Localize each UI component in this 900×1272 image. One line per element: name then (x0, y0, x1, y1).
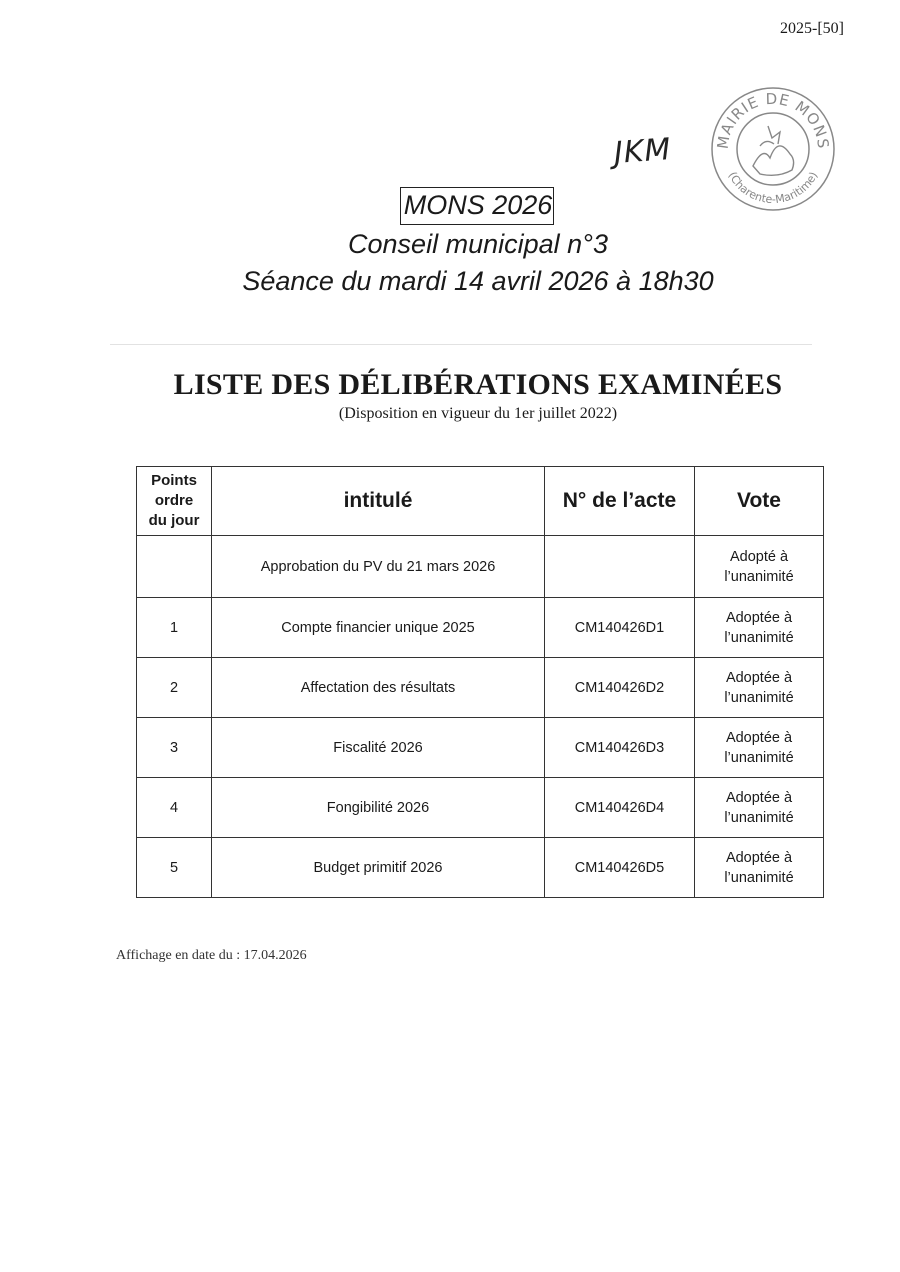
cell-intitule: Fongibilité 2026 (212, 778, 545, 838)
cell-vote (695, 598, 824, 658)
session-title: Séance du mardi 14 avril 2026 à 18h30 (242, 266, 714, 296)
table-row (137, 536, 824, 598)
cell-acte (545, 536, 695, 598)
cell-vote (695, 536, 824, 598)
vote-line: l’unanimité (724, 809, 794, 826)
cell-point (137, 536, 212, 598)
commune-title (0, 190, 900, 221)
table-row (137, 838, 824, 898)
cell-point: 5 (137, 838, 212, 898)
cell-point: 4 (137, 778, 212, 838)
divider (110, 344, 812, 345)
header-acte: N° de l’acte (545, 467, 695, 536)
cell-intitule: Compte financier unique 2025 (212, 598, 545, 658)
vote-line: Adoptée à (725, 849, 793, 866)
vote-line: Adoptée à (725, 729, 793, 746)
cell-intitule: Budget primitif 2026 (212, 838, 545, 898)
table-row (137, 598, 824, 658)
vote-line: l’unanimité (724, 629, 794, 646)
posting-date: Affichage en date du : 17.04.2026 (116, 948, 307, 963)
header-points-line: ordre (154, 492, 194, 509)
stamp-emblem (753, 126, 794, 175)
vote-line: l’unanimité (724, 749, 794, 766)
deliberations-table (136, 466, 824, 898)
cell-point: 2 (137, 658, 212, 718)
vote-line: l’unanimité (724, 568, 794, 585)
stamp-top-text: MAIRIE DE MONS (713, 89, 833, 151)
cell-acte: CM140426D5 (545, 838, 695, 898)
cell-intitule: Approbation du PV du 21 mars 2026 (212, 536, 545, 598)
svg-text:MAIRIE DE MONS (714, 90, 833, 150)
header-points-line: du jour (148, 512, 200, 529)
cell-acte: CM140426D4 (545, 778, 695, 838)
table-row (137, 778, 824, 838)
cell-acte: CM140426D2 (545, 658, 695, 718)
vote-line: Adopté à (729, 548, 789, 565)
document-reference: 2025-[50] (780, 20, 844, 37)
handwritten-initials: JKM (612, 132, 673, 171)
cell-intitule: Affectation des résultats (212, 658, 545, 718)
commune-label: MONS 2026 (403, 190, 553, 220)
header-vote: Vote (695, 467, 824, 536)
header-points (137, 467, 212, 536)
vote-line: l’unanimité (724, 689, 794, 706)
cell-vote (695, 778, 824, 838)
vote-line: Adoptée à (725, 609, 793, 626)
cell-vote (695, 718, 824, 778)
cell-acte: CM140426D3 (545, 718, 695, 778)
table-row (137, 658, 824, 718)
page-title: LISTE DES DÉLIBÉRATIONS EXAMINÉES (173, 368, 783, 401)
cell-point: 1 (137, 598, 212, 658)
vote-line: l’unanimité (724, 869, 794, 886)
header-intitule: intitulé (212, 467, 545, 536)
council-title: Conseil municipal n°3 (348, 229, 608, 259)
vote-line: Adoptée à (725, 789, 793, 806)
cell-vote (695, 838, 824, 898)
table-row (137, 718, 824, 778)
vote-line: Adoptée à (725, 669, 793, 686)
cell-acte: CM140426D1 (545, 598, 695, 658)
table-header-row (137, 467, 824, 536)
cell-vote (695, 658, 824, 718)
header-points-line: Points (151, 472, 197, 489)
page-subtitle: (Disposition en vigueur du 1er juillet 2022) (338, 405, 618, 422)
cell-intitule: Fiscalité 2026 (212, 718, 545, 778)
cell-point: 3 (137, 718, 212, 778)
stamp-bottom-text: (Charente-Maritime) (725, 169, 821, 207)
